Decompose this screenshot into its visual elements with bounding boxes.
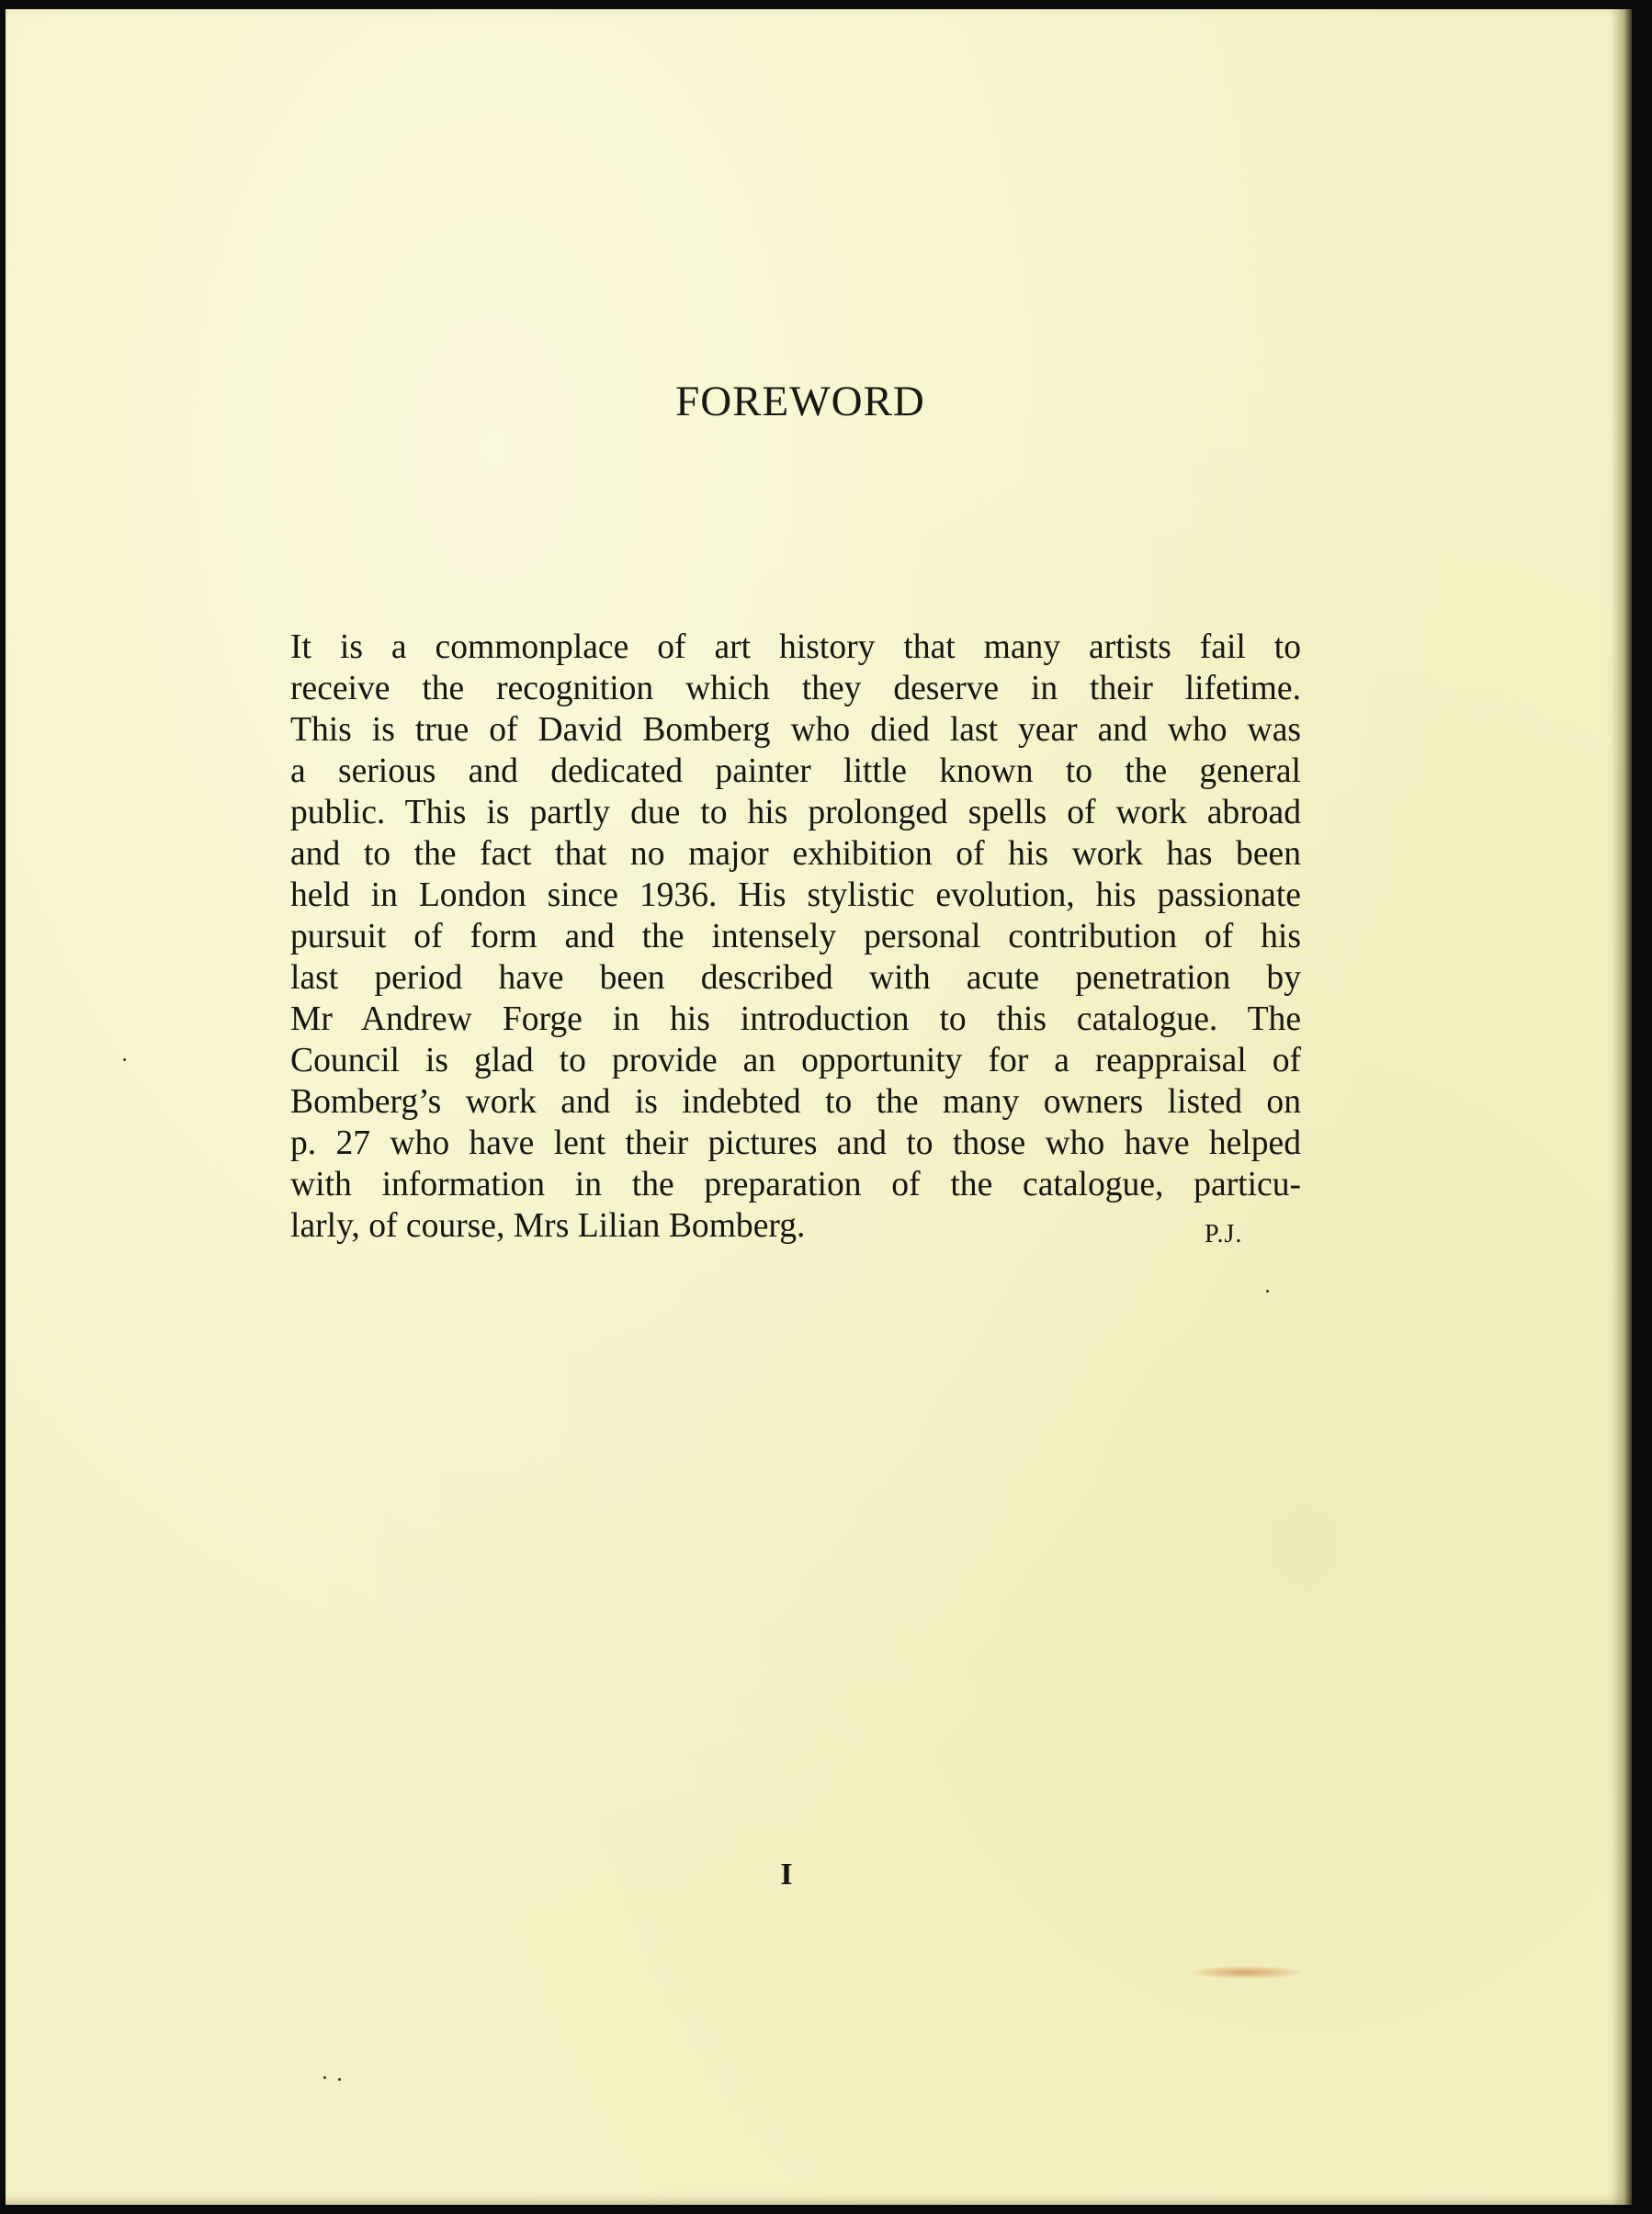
signature-initials: P.J. [1205,1220,1243,1248]
paper-speck [338,2078,341,2081]
body-line: public. This is partly due to his prolonged spells of work abroad [290,794,1301,831]
body-line: with information in the preparation of the catalogue, particu- [290,1166,1301,1203]
body-line: Bomberg’s work and is indebted to the many owners listed on [290,1083,1301,1121]
body-line: last period have been described with acute penetration by [290,959,1301,997]
paper-speck [1266,1290,1269,1293]
document-page [6,9,1632,2205]
body-line: larly, of course, Mrs Lilian Bomberg. [290,1207,806,1245]
body-line: p. 27 who have lent their pictures and to those who have helped [290,1124,1301,1162]
page-number: I [780,1858,793,1892]
paper-speck [323,2076,326,2079]
body-line: It is a commonplace of art history that many artists fail to [290,628,1301,666]
body-line: a serious and dedicated painter little known to the general [290,752,1301,790]
body-line: held in London since 1936. His stylistic evolution, his passionate [290,876,1301,914]
page-spine-shadow [1612,9,1632,2205]
page-title: FOREWORD [675,378,925,425]
body-line: receive the recognition which they deserve in their lifetime. [290,670,1301,707]
foreword-body [290,627,1301,1247]
body-line: Mr Andrew Forge in his introduction to this catalogue. The [290,1000,1301,1038]
body-line: and to the fact that no major exhibition of his work has been [290,835,1301,873]
paper-stain [1191,1966,1301,1979]
body-line: pursuit of form and the intensely personal contribution of his [290,918,1301,955]
body-line: This is true of David Bomberg who died last year and who was [290,711,1301,749]
body-line: Council is glad to provide an opportunity for a reappraisal of [290,1042,1301,1079]
paper-speck [123,1058,126,1061]
